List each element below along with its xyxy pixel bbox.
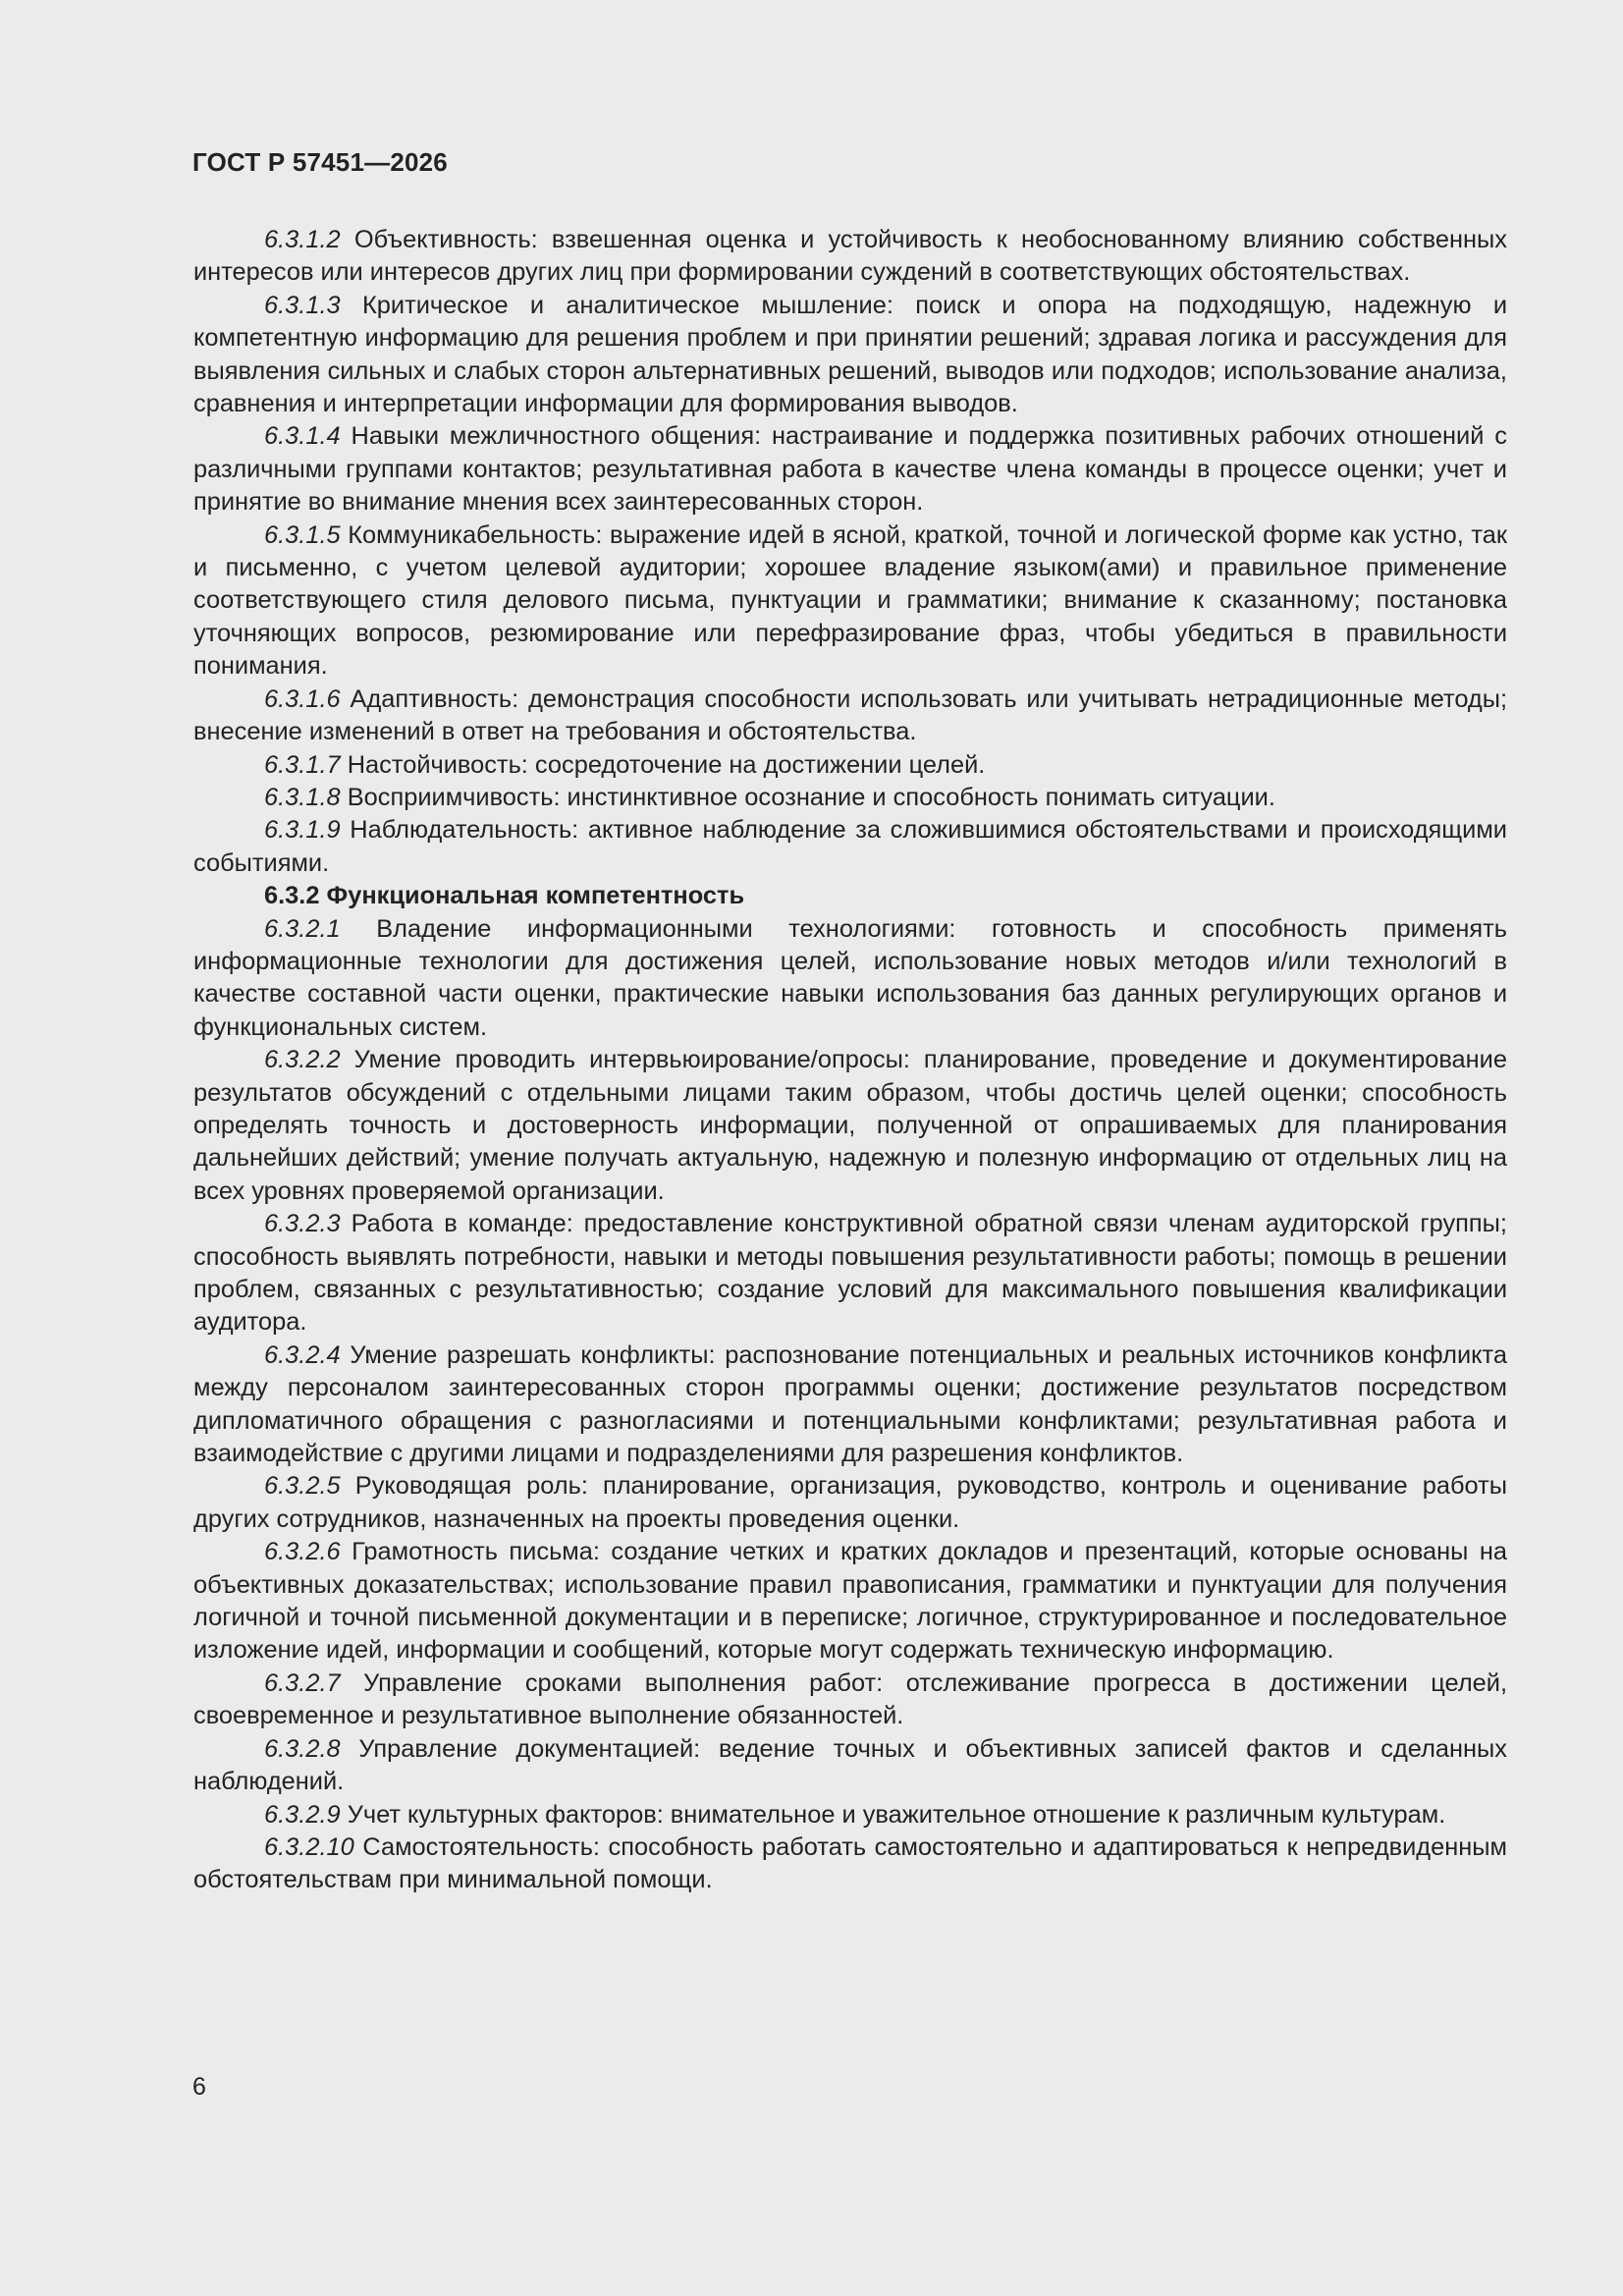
paragraph-6-3-2-9	[193, 1799, 1507, 1831]
clause-number: 6.3.2.7	[264, 1668, 341, 1697]
paragraph-6-3-2-3	[193, 1208, 1507, 1339]
clause-number: 6.3.2.8	[264, 1734, 341, 1763]
clause-number: 6.3.2.9	[264, 1800, 341, 1829]
paragraph-6-3-2-6	[193, 1536, 1507, 1667]
clause-text: Восприимчивость: инстинктивное осознание и способность понимать ситуации.	[347, 783, 1275, 811]
clause-number: 6.3.2.1	[264, 914, 341, 943]
document-body	[193, 224, 1507, 1897]
paragraph-6-3-2-5	[193, 1470, 1507, 1536]
clause-text: Руководящая роль: планирование, организация, руководство, контроль и оценивание работы других сотрудников, назначенных на проекты проведения оценки.	[193, 1472, 1507, 1533]
clause-number: 6.3.1.4	[264, 422, 341, 451]
clause-number: 6.3.2.6	[264, 1538, 341, 1566]
paragraph-6-3-2-10	[193, 1831, 1507, 1897]
clause-number: 6.3.2.4	[264, 1340, 341, 1369]
document-header: ГОСТ Р 57451—2026	[192, 147, 448, 177]
clause-number: 6.3.1.7	[264, 750, 341, 779]
clause-text: Навыки межличностного общения: настраивание и поддержка позитивных рабочих отношений с различными группами контактов; результативная работа в качестве члена команды в процессе оценки; учет и принятие во внимание мнения всех заинтересованных сторон.	[193, 422, 1507, 517]
page-number: 6	[192, 2073, 206, 2101]
clause-number: 6.3.1.3	[264, 291, 341, 319]
clause-text: Адаптивность: демонстрация способности использовать или учитывать нетрадиционные методы; внесение изменений в ответ на требования и обстоятельства.	[193, 684, 1507, 746]
clause-text: Работа в команде: предоставление конструктивной обратной связи членам аудиторской группы; способность выявлять потребности, навыки и методы повышения результативности работы; помощь в решении проблем, связанных с результативностью; создание условий для максимального повышения квалификации аудитора.	[193, 1210, 1507, 1337]
paragraph-6-3-2-1	[193, 913, 1507, 1045]
clause-number: 6.3.1.5	[264, 520, 341, 549]
paragraph-6-3-1-5	[193, 519, 1507, 683]
section-heading: 6.3.2 Функциональная компетентность	[264, 882, 745, 910]
clause-number: 6.3.1.2	[264, 226, 341, 253]
clause-text: Настойчивость: сосредоточение на достижении целей.	[347, 750, 986, 779]
paragraph-6-3-2-4	[193, 1339, 1507, 1471]
clause-text: Умение разрешать конфликты: распознование потенциальных и реальных источников конфликта между персоналом заинтересованных сторон программы оценки; достижение результатов посредством дипломатичного обращения с разногласиями и потенциальными конфликтами; результативная работа и взаимодействие с другими лицами и подразделениями для разрешения конфликтов.	[193, 1340, 1507, 1468]
clause-text: Объективность: взвешенная оценка и устойчивость к необоснованному влиянию собственных интересов или интересов других лиц при формировании суждений в соответствующих обстоятельствах.	[193, 226, 1507, 287]
clause-number: 6.3.1.6	[264, 684, 341, 713]
clause-number: 6.3.1.8	[264, 783, 341, 811]
paragraph-6-3-1-7	[193, 749, 1507, 782]
clause-text: Управление документацией: ведение точных и объективных записей фактов и сделанных наблюдений.	[193, 1734, 1507, 1796]
clause-number: 6.3.2.10	[264, 1832, 354, 1861]
clause-text: Владение информационными технологиями: готовность и способность применять информационные технологии для достижения целей, использование новых методов и/или технологий в качестве составной части оценки, практические навыки использования баз данных регулирующих органов и функциональных систем.	[193, 914, 1507, 1041]
clause-text: Умение проводить интервьюирование/опросы: планирование, проведение и документирование результатов обсуждений с отдельными лицами таким образом, чтобы достичь целей оценки; способность определять точность и достоверность информации, полученной от опрашиваемых для планирования дальнейших действий; умение получать актуальную, надежную и полезную информацию от отдельных лиц на всех уровнях проверяемой организации.	[193, 1046, 1507, 1205]
paragraph-6-3-1-3	[193, 290, 1507, 421]
clause-text: Грамотность письма: создание четких и кратких докладов и презентаций, которые основаны на объективных доказательствах; использование правил правописания, грамматики и пунктуации для получения логичной и точной письменной документации и в переписке; логичное, структурированное и последовательное изложение идей, информации и сообщений, которые могут содержать техническую информацию.	[193, 1538, 1507, 1665]
clause-text: Управление сроками выполнения работ: отслеживание прогресса в достижении целей, своевременное и результативное выполнение обязанностей.	[193, 1668, 1507, 1730]
paragraph-6-3-2-2	[193, 1044, 1507, 1208]
paragraph-6-3-1-8	[193, 782, 1507, 814]
clause-number: 6.3.2.3	[264, 1210, 341, 1238]
paragraph-6-3-1-9	[193, 814, 1507, 880]
clause-text: Наблюдательность: активное наблюдение за сложившимися обстоятельствами и происходящими событиями.	[193, 816, 1507, 877]
clause-number: 6.3.1.9	[264, 816, 341, 845]
clause-number: 6.3.2.5	[264, 1472, 341, 1501]
clause-text: Коммуникабельность: выражение идей в ясной, краткой, точной и логической форме как устно, так и письменно, с учетом целевой аудитории; хорошее владение языком(ами) и правильное применение соответствующего стиля делового письма, пунктуации и грамматики; внимание к сказанному; постановка уточняющих вопросов, резюмирование или перефразирование фраз, чтобы убедиться в правильности понимания.	[193, 520, 1507, 681]
paragraph-6-3-1-4	[193, 420, 1507, 519]
paragraph-6-3-1-6	[193, 683, 1507, 749]
clause-text: Критическое и аналитическое мышление: поиск и опора на подходящую, надежную и компетентную информацию для решения проблем и при принятии решений; здравая логика и рассуждения для выявления сильных и слабых сторон альтернативных решений, выводов или подходов; использование анализа, сравнения и интерпретации информации для формирования выводов.	[193, 291, 1508, 418]
clause-text: Самостоятельность: способность работать самостоятельно и адаптироваться к непредвиденным обстоятельствам при минимальной помощи.	[193, 1832, 1507, 1894]
paragraph-6-3-2-7	[193, 1667, 1507, 1733]
paragraph-6-3-2-8	[193, 1733, 1507, 1799]
clause-number: 6.3.2.2	[264, 1046, 341, 1074]
clause-text: Учет культурных факторов: внимательное и уважительное отношение к различным культурам.	[347, 1800, 1446, 1829]
paragraph-6-3-1-2	[193, 224, 1507, 290]
